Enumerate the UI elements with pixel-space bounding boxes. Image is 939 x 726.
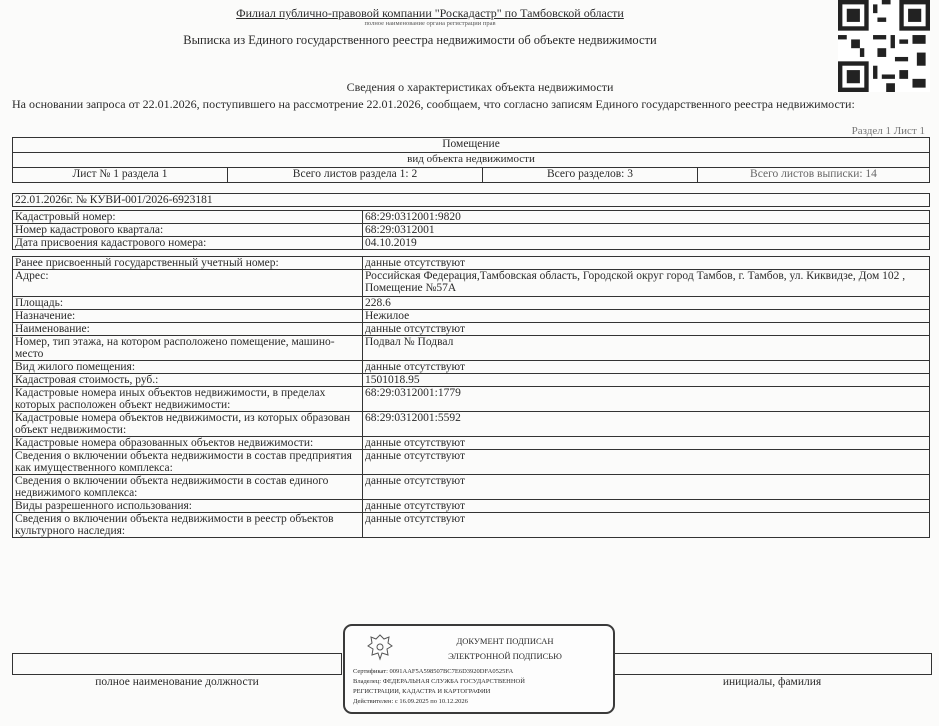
object-characteristics-table [12, 210, 930, 538]
table-row [13, 361, 930, 374]
row-value: 68:29:0312001:5592 [363, 412, 930, 437]
table-row [13, 323, 930, 336]
stamp-line-1: ДОКУМЕНТ ПОДПИСАН [456, 636, 554, 646]
table-row [13, 211, 930, 224]
table-row [13, 374, 930, 387]
section-sheet-label: Раздел 1 Лист 1 [851, 125, 925, 137]
row-value: 68:29:0312001:9820 [363, 211, 930, 224]
row-label: Сведения о включении объекта недвижимости в состав предприятия как имущественного комплекса: [13, 450, 363, 475]
row-value: 1501018.95 [363, 374, 930, 387]
row-label: Наименование: [13, 323, 363, 336]
table-row [13, 224, 930, 237]
row-value: 04.10.2019 [363, 237, 930, 250]
row-value: Российская Федерация,Тамбовская область, Городской округ город Тамбов, г. Тамбов, ул. Киквидзе, Дом 102 , Помещение №57А [363, 270, 930, 297]
table-row [13, 437, 930, 450]
row-label: Кадастровая стоимость, руб.: [13, 374, 363, 387]
extract-sheets-total: Всего листов выписки: 14 [698, 168, 930, 183]
row-label: Сведения о включении объекта недвижимости в состав единого недвижимого комплекса: [13, 475, 363, 500]
table-row [13, 500, 930, 513]
row-label: Назначение: [13, 310, 363, 323]
table-row [13, 297, 930, 310]
stamp-owner-1: Владелец: ФЕДЕРАЛЬНАЯ СЛУЖБА ГОСУДАРСТВЕННОЙ [353, 678, 525, 685]
table-row [13, 310, 930, 323]
row-value: данные отсутствуют [363, 500, 930, 513]
document-number-table [12, 193, 930, 207]
row-label: Кадастровые номера иных объектов недвижимости, в пределах которых расположен объект недвижимости: [13, 387, 363, 412]
name-signature-box [612, 653, 932, 688]
row-label: Сведения о включении объекта недвижимости в реестр объектов культурного наследия: [13, 513, 363, 538]
table-row [13, 336, 930, 361]
object-header-table [12, 137, 930, 183]
org-title: Филиал публично-правовой компании "Роскадастр" по Тамбовской области [236, 6, 624, 20]
position-signature-box [12, 653, 342, 688]
qr-code-icon [838, 0, 930, 92]
section-sheets-total: Всего листов раздела 1: 2 [228, 168, 483, 183]
row-label: Адрес: [13, 270, 363, 297]
row-label: Ранее присвоенный государственный учетный номер: [13, 257, 363, 270]
position-caption: полное наименование должности [95, 676, 259, 688]
row-value: данные отсутствуют [363, 513, 930, 538]
table-row [13, 237, 930, 250]
table-row [13, 387, 930, 412]
stamp-owner-2: РЕГИСТРАЦИИ, КАДАСТРА И КАРТОГРАФИИ [353, 688, 491, 695]
row-value: данные отсутствуют [363, 475, 930, 500]
table-row [13, 257, 930, 270]
row-label: Вид жилого помещения: [13, 361, 363, 374]
stamp-certificate: Сертификат: 0091AAF5A598507BC7E6D3920DFA0525FA [353, 668, 514, 675]
object-type: Помещение [13, 138, 930, 153]
row-value: данные отсутствуют [363, 437, 930, 450]
row-value: данные отсутствуют [363, 323, 930, 336]
row-label: Номер, тип этажа, на котором расположено помещение, машино-место [13, 336, 363, 361]
document-number: 22.01.2026г. № КУВИ-001/2026-6923181 [13, 194, 930, 207]
row-label: Кадастровые номера объектов недвижимости, из которых образован объект недвижимости: [13, 412, 363, 437]
emblem-icon [365, 632, 395, 664]
table-row [13, 450, 930, 475]
org-caption: полное наименование органа регистрации прав [364, 20, 496, 27]
row-value: 68:29:0312001 [363, 224, 930, 237]
row-label: Дата присвоения кадастрового номера: [13, 237, 363, 250]
document-title: Выписка из Единого государственного реестра недвижимости об объекте недвижимости [183, 33, 657, 47]
row-value: 68:29:0312001:1779 [363, 387, 930, 412]
table-row [13, 412, 930, 437]
row-value: Нежилое [363, 310, 930, 323]
row-value: данные отсутствуют [363, 361, 930, 374]
row-label: Кадастровый номер: [13, 211, 363, 224]
table-row [13, 475, 930, 500]
row-label: Номер кадастрового квартала: [13, 224, 363, 237]
row-value: данные отсутствуют [363, 450, 930, 475]
table-row [13, 270, 930, 297]
stamp-line-2: ЭЛЕКТРОННОЙ ПОДПИСЬЮ [448, 651, 562, 661]
object-type-caption: вид объекта недвижимости [13, 153, 930, 168]
name-caption: инициалы, фамилия [722, 676, 822, 688]
row-label: Площадь: [13, 297, 363, 310]
sheet-number: Лист № 1 раздела 1 [13, 168, 228, 183]
section-title: Сведения о характеристиках объекта недвижимости [346, 80, 614, 94]
row-label: Кадастровые номера образованных объектов недвижимости: [13, 437, 363, 450]
electronic-signature-stamp [343, 624, 615, 714]
request-basis-text: На основании запроса от 22.01.2026, поступившего на рассмотрение 22.01.2026, сообщаем, что согласно записям Единого государственного реестра недвижимости: [12, 97, 855, 111]
row-value: Подвал № Подвал [363, 336, 930, 361]
stamp-validity: Действителен: с 16.09.2025 по 10.12.2026 [353, 698, 468, 705]
row-value: данные отсутствуют [363, 257, 930, 270]
table-row [13, 513, 930, 538]
row-value: 228.6 [363, 297, 930, 310]
sections-total: Всего разделов: 3 [483, 168, 698, 183]
row-label: Виды разрешенного использования: [13, 500, 363, 513]
